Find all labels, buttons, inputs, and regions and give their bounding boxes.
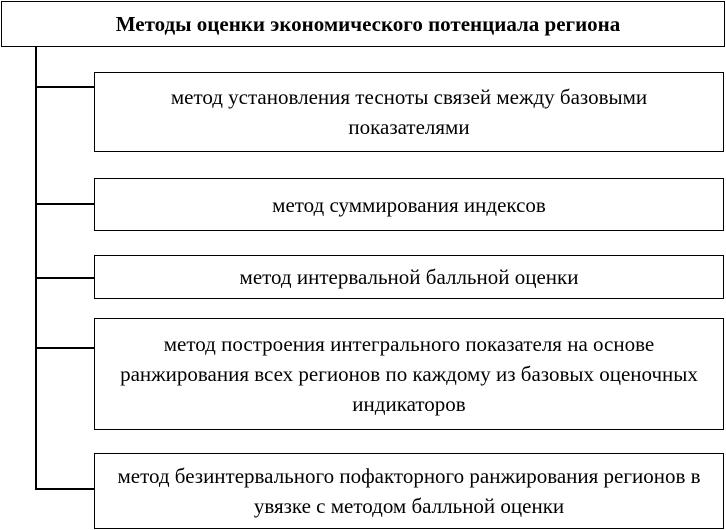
method-label-1: метод установления тесноты связей между базовыми показателями xyxy=(170,85,648,139)
connector-branch-5 xyxy=(35,488,94,490)
diagram-title: Методы оценки экономического потенциала региона xyxy=(115,12,621,36)
connector-trunk xyxy=(35,47,37,489)
method-box-5 xyxy=(94,453,724,529)
method-label-4: метод построения интегрального показателя на основе ранжирования всех регионов по каждому из базовых оценочных индикаторов xyxy=(120,332,698,416)
method-box-4 xyxy=(94,318,724,430)
method-box-2 xyxy=(94,178,724,231)
connector-branch-4 xyxy=(35,347,94,349)
method-label-2: метод суммирования индексов xyxy=(272,192,546,217)
method-label-5: метод безинтервального пофакторного ранжирования регионов в увязке с методом балльной оценки xyxy=(117,464,701,518)
diagram-title-box xyxy=(1,1,725,47)
method-box-3 xyxy=(94,255,724,299)
connector-branch-1 xyxy=(35,86,94,88)
method-label-3: метод интервальной балльной оценки xyxy=(239,265,579,289)
method-box-1 xyxy=(94,72,724,152)
connector-branch-3 xyxy=(35,277,94,279)
connector-branch-2 xyxy=(35,203,94,205)
